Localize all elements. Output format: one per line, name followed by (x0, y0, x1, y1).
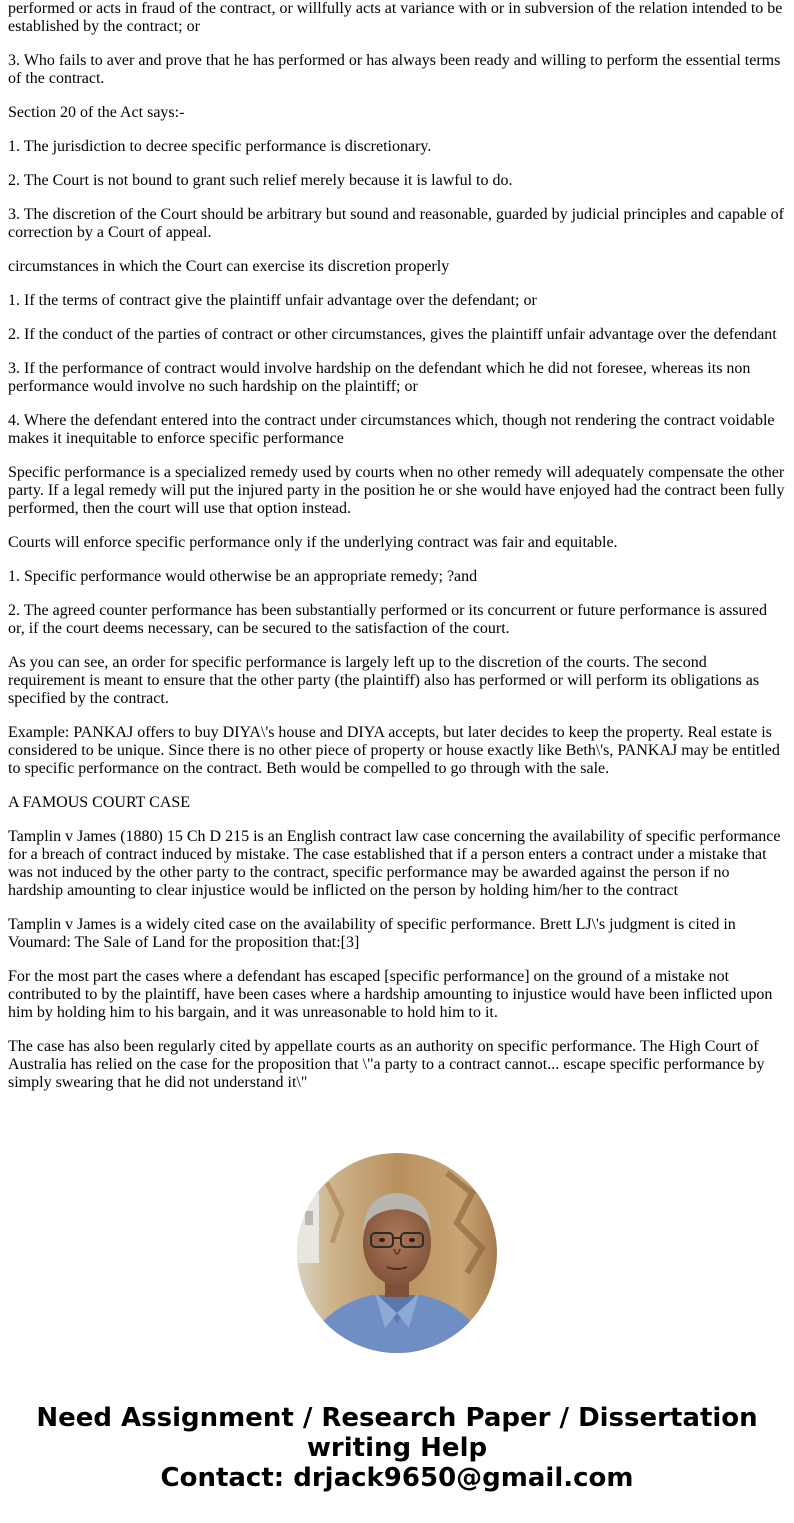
paragraph: 1. If the terms of contract give the plaintiff unfair advantage over the defendant; or (8, 292, 537, 309)
paragraph: 3. Who fails to aver and prove that he has performed or has always been ready and willing to perform the essential terms of the contract. (8, 52, 781, 87)
paragraph: 3. If the performance of contract would involve hardship on the defendant which he did not foresee, whereas its non performance would involve no such hardship on the plaintiff; or (8, 360, 751, 395)
paragraph: circumstances in which the Court can exercise its discretion properly (8, 258, 450, 275)
paragraph: As you can see, an order for specific performance is largely left up to the discretion of the courts. The second requirement is meant to ensure that the other party (the plaintiff) also has performed or will perform its obligations as specified by the contract. (8, 654, 760, 707)
paragraph: 1. The jurisdiction to decree specific performance is discretionary. (8, 138, 432, 155)
contact-email[interactable]: Contact: drjack9650@gmail.com (160, 1463, 634, 1493)
paragraph: Courts will enforce specific performance only if the underlying contract was fair and equitable. (8, 534, 618, 551)
paragraph: 3. The discretion of the Court should be arbitrary but sound and reasonable, guarded by judicial principles and capable of correction by a Court of appeal. (8, 206, 784, 241)
article-body (8, 0, 786, 1108)
contact-banner (0, 1403, 794, 1493)
paragraph: Tamplin v James (1880) 15 Ch D 215 is an English contract law case concerning the availability of specific performance for a breach of contract induced by mistake. The case established that if a person enters a contract under a mistake that was not induced by the other party to the contract, specific performance may be awarded against the person if no hardship amounting to clear injustice would be inflicted on the person by holding him/her to the contract (8, 828, 781, 899)
paragraph: 2. The agreed counter performance has been substantially performed or its concurrent or future performance is assured or, if the court deems necessary, can be secured to the satisfaction of the court. (8, 602, 767, 637)
help-text: Need Assignment / Research Paper / Dissertation writing Help (36, 1403, 758, 1463)
paragraph: Specific performance is a specialized remedy used by courts when no other remedy will adequately compensate the other party. If a legal remedy will put the injured party in the position he or she would have enjoyed had the contract been fully performed, then the court will use that option instead. (8, 464, 785, 517)
author-photo-icon (297, 1153, 497, 1353)
section-heading: A FAMOUS COURT CASE (8, 794, 191, 811)
paragraph: The case has also been regularly cited by appellate courts as an authority on specific performance. The High Court of Australia has relied on the case for the proposition that \"a party to a contract cannot... escape specific performance by simply swearing that he did not understand it\" (8, 1038, 765, 1091)
paragraph: Section 20 of the Act says:- (8, 104, 185, 121)
paragraph: 2. If the conduct of the parties of contract or other circumstances, gives the plaintiff unfair advantage over the defendant (8, 326, 777, 343)
paragraph: 4. Where the defendant entered into the contract under circumstances which, though not rendering the contract voidable makes it inequitable to enforce specific performance (8, 412, 775, 447)
paragraph: Example: PANKAJ offers to buy DIYA\'s house and DIYA accepts, but later decides to keep the property. Real estate is considered to be unique. Since there is no other piece of property or house exactly like Beth\'s, PANKAJ may be entitled to specific performance on the contract. Beth would be compelled to go through with the sale. (8, 724, 780, 777)
author-avatar (297, 1153, 497, 1353)
paragraph: performed or acts in fraud of the contract, or willfully acts at variance with or in subversion of the relation intended to be established by the contract; or (8, 0, 783, 35)
paragraph: For the most part the cases where a defendant has escaped [specific performance] on the ground of a mistake not contributed to by the plaintiff, have been cases where a hardship amounting to injustice would have been inflicted upon him by holding him to his bargain, and it was unreasonable to hold him to it. (8, 968, 773, 1021)
paragraph: Tamplin v James is a widely cited case on the availability of specific performance. Brett LJ\'s judgment is cited in Voumard: The Sale of Land for the proposition that:[3] (8, 916, 736, 951)
paragraph: 1. Specific performance would otherwise be an appropriate remedy; ?and (8, 568, 478, 585)
paragraph: 2. The Court is not bound to grant such relief merely because it is lawful to do. (8, 172, 513, 189)
